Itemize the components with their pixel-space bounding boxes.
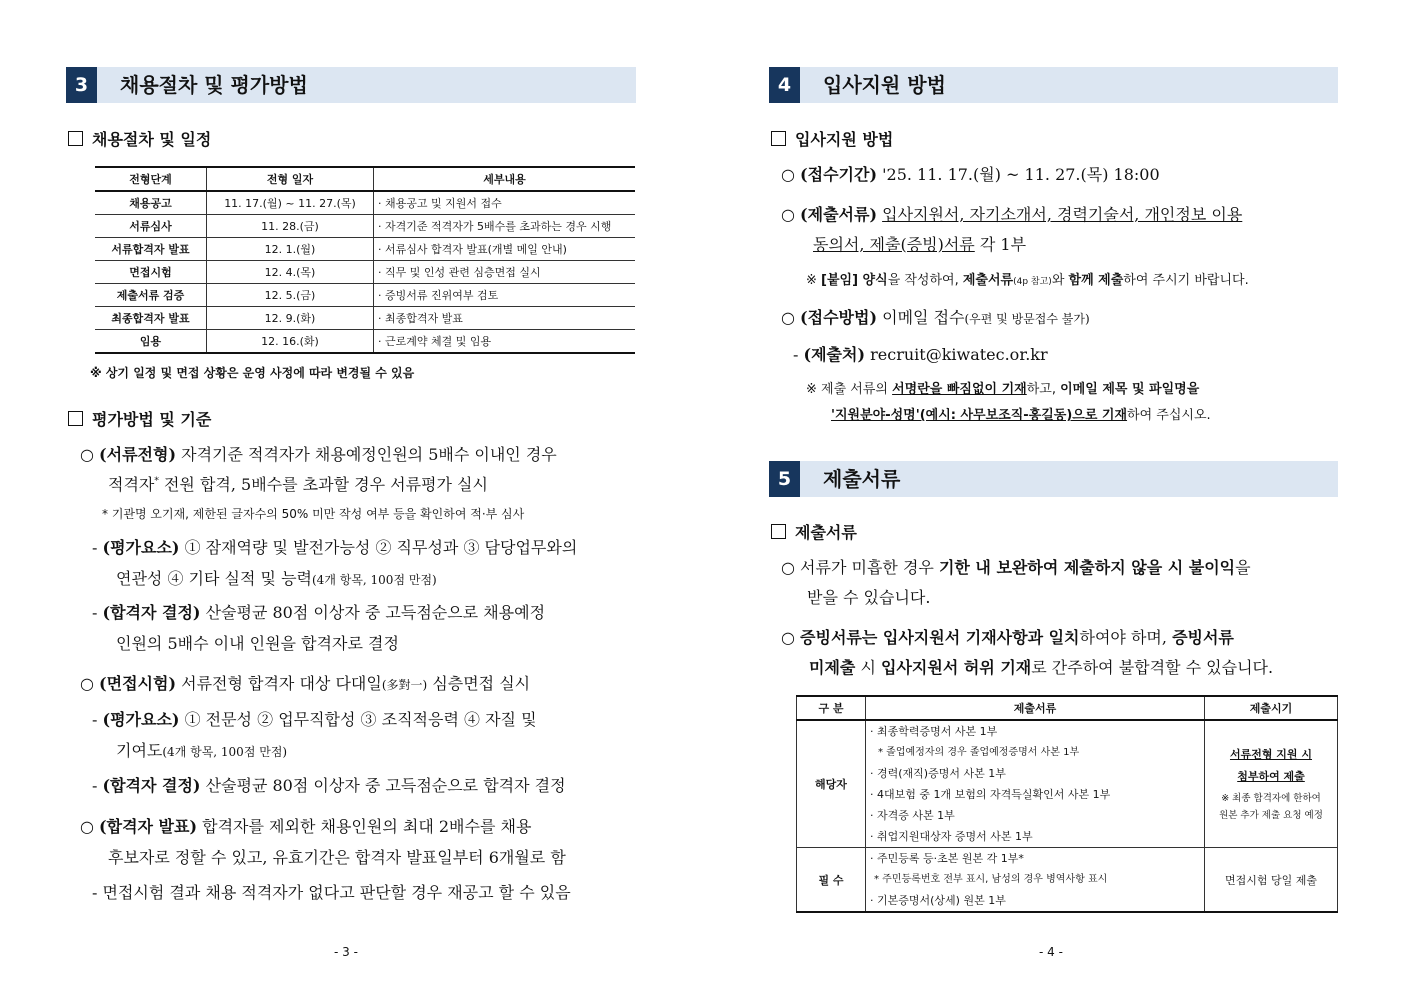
cell-stage: 채용공고 [95,191,207,215]
cell-stage: 면접시험 [95,261,207,284]
timing-line: 첨부하여 제출 [1237,770,1305,783]
row-label: 해당자 [797,720,866,848]
cell-detail: · 자격기준 적격자가 5배수를 초과하는 경우 시행 [374,215,636,238]
timing-line: 서류전형 지원 시 [1229,748,1313,761]
warn2-line2: 미제출 시 입사지원서 허위 기재로 간주하여 불합격할 수 있습니다. [809,658,1274,677]
col-documents: 제출서류 [866,696,1205,720]
announce-line2: 후보자로 정할 수 있고, 유효기간은 합격자 발표일부터 6개월로 함 [108,848,566,867]
section-title: 제출서류 [823,467,901,491]
docs-line2: 동의서, 제출(증빙)서류 각 1부 [813,235,1027,254]
doc-pass-line1: - (합격자 결정) 산술평균 80점 이상자 중 고득점순으로 채용예정 [92,603,546,622]
page-number: - 3 - [334,945,358,959]
doc-item-note: * 졸업예정자의 경우 졸업예정증명서 사본 1부 [878,747,1080,758]
doc-eval-line1: - (평가요소) ① 잠재역량 및 발전가능성 ② 직무성과 ③ 담당업무와의 [92,538,578,557]
period-line: ○ (접수기간) '25. 11. 17.(월) ~ 11. 27.(목) 18:00 [781,165,1160,184]
cell-detail: · 근로계약 체결 및 임용 [374,330,636,354]
cell-stage: 제출서류 검증 [95,284,207,307]
interview-line: ○ (면접시험) 서류전형 합격자 대상 다대일(多對一) 심층면접 실시 [80,674,531,693]
announce-line1: ○ (합격자 발표) 합격자를 제외한 채용인원의 최대 2배수를 채용 [80,817,532,836]
mail-note-line2: '지원분야-성명'(예시: 사무보조직-홍길동)으로 기재하여 주십시오. [831,408,1211,423]
table-row [95,191,635,215]
apply-heading: 입사지원 방법 [771,127,893,150]
row-timing: 면접시험 당일 제출 [1205,848,1338,913]
docs-line1: ○ (제출서류) 입사지원서, 자기소개서, 경력기술서, 개인정보 이용 [781,205,1243,224]
int-eval-line1: - (평가요소) ① 전문성 ② 업무직합성 ③ 조직적응력 ④ 자질 및 [92,710,537,729]
schedule-table [95,166,635,354]
doc-screen-footnote: * 기관명 오기재, 제한된 글자수의 50% 미만 작성 여부 등을 확인하여 적·부 심사 [102,507,525,521]
timing-note: ※ 최종 합격자에 한하여 [1221,793,1321,804]
cell-detail: · 최종합격자 발표 [374,307,636,330]
doc-screen-line1: ○ (서류전형) 자격기준 적격자가 채용예정인원의 5배수 이내인 경우 [80,445,557,464]
cell-date: 12. 5.(금) [207,284,374,307]
warn2-line1: ○ 증빙서류는 입사지원서 기재사항과 일치하여야 하며, 증빙서류 [781,628,1234,647]
dest-line: - (제출처) recruit@kiwatec.or.kr [793,345,1048,364]
table-row [797,848,1338,913]
section-header-5 [769,461,1338,497]
schedule-heading: 채용절차 및 일정 [68,127,211,150]
row-items [866,848,1205,913]
cell-detail: · 서류심사 합격자 발표(개별 메일 안내) [374,238,636,261]
doc-item: · 4대보험 중 1개 보험의 자격득실확인서 사본 1부 [870,788,1111,801]
doc-item: · 경력(재직)증명서 사본 1부 [870,767,1006,780]
section-number: 4 [769,67,800,103]
doc-item: · 취업지원대상자 증명서 사본 1부 [870,830,1033,843]
cell-date: 12. 9.(화) [207,307,374,330]
cell-stage: 서류합격자 발표 [95,238,207,261]
checkbox-square-icon [68,131,83,146]
cell-detail: · 증빙서류 진위여부 검토 [374,284,636,307]
timing-note: 원본 추가 제출 요청 예정 [1219,810,1323,821]
table-row [95,284,635,307]
checkbox-square-icon [771,524,786,539]
cell-date: 11. 28.(금) [207,215,374,238]
doc-screen-line2: 적격자* 전원 합격, 5배수를 초과할 경우 서류평가 실시 [108,475,488,494]
page-4 [701,0,1403,992]
section-header-4 [769,67,1338,103]
reannounce-line: - 면접시험 결과 채용 적격자가 없다고 판단할 경우 재공고 할 수 있음 [92,883,571,902]
col-timing: 제출시기 [1205,696,1338,720]
cell-date: 12. 16.(화) [207,330,374,354]
int-eval-line2: 기여도(4개 항목, 100점 만점) [116,741,288,760]
eval-heading: 평가방법 및 기준 [68,407,211,430]
doc-item-note: * 주민등록번호 전부 표시, 남성의 경우 병역사항 표시 [874,874,1108,885]
cell-detail: · 채용공고 및 지원서 접수 [374,191,636,215]
doc-pass-line2: 인원의 5배수 이내 인원을 합격자로 결정 [116,634,399,653]
table-row [95,238,635,261]
cell-stage: 서류심사 [95,215,207,238]
mail-note-line1: ※ 제출 서류의 서명란을 빠짐없이 기재하고, 이메일 제목 및 파일명을 [806,382,1200,397]
doc-item: · 주민등록 등·초본 원본 각 1부* [870,852,1024,865]
cell-date: 12. 4.(목) [207,261,374,284]
int-pass-line: - (합격자 결정) 산술평균 80점 이상자 중 고득점순으로 합격자 결정 [92,776,566,795]
row-timing [1205,720,1338,848]
col-stage: 전형단계 [95,167,207,191]
checkbox-square-icon [68,411,83,426]
row-items [866,720,1205,848]
method-line: ○ (접수방법) 이메일 접수(우편 및 방문접수 불가) [781,308,1090,327]
cell-stage: 임용 [95,330,207,354]
docs-heading: 제출서류 [771,520,857,543]
table-row [95,307,635,330]
section-title: 입사지원 방법 [823,73,946,97]
cell-date: 12. 1.(월) [207,238,374,261]
col-category: 구 분 [797,696,866,720]
table-row [95,330,635,354]
table-row [95,215,635,238]
cell-date: 11. 17.(월) ~ 11. 27.(목) [207,191,374,215]
row-label: 필 수 [797,848,866,913]
col-date: 전형 일자 [207,167,374,191]
warn1-line2: 받을 수 있습니다. [807,588,931,607]
table-header-row [95,167,635,191]
doc-item: · 자격증 사본 1부 [870,809,955,822]
page-number: - 4 - [1039,945,1063,959]
table-row [95,261,635,284]
cell-stage: 최종합격자 발표 [95,307,207,330]
table-row [797,720,1338,848]
cell-detail: · 직무 및 인성 관련 심층면접 실시 [374,261,636,284]
schedule-note: ※ 상기 일정 및 면접 상황은 운영 사정에 따라 변경될 수 있음 [90,366,415,380]
table-header-row [797,696,1338,720]
documents-table [796,695,1338,913]
col-detail: 세부내용 [374,167,636,191]
attach-note: ※ [붙임] 양식을 작성하여, 제출서류(4p 참고)와 함께 제출하여 주시기 바랍니다. [806,273,1249,288]
page-3 [0,0,700,992]
doc-eval-line2: 연관성 ④ 기타 실적 및 능력(4개 항목, 100점 만점) [116,569,437,588]
section-header-3 [66,67,636,103]
doc-item: · 기본증명서(상세) 원본 1부 [870,894,1006,907]
checkbox-square-icon [771,131,786,146]
section-title: 채용절차 및 평가방법 [120,73,308,97]
doc-item: · 최종학력증명서 사본 1부 [870,725,998,738]
warn1-line1: ○ 서류가 미흡한 경우 기한 내 보완하여 제출하지 않을 시 불이익을 [781,558,1251,577]
section-number: 3 [66,67,97,103]
section-number: 5 [769,461,800,497]
